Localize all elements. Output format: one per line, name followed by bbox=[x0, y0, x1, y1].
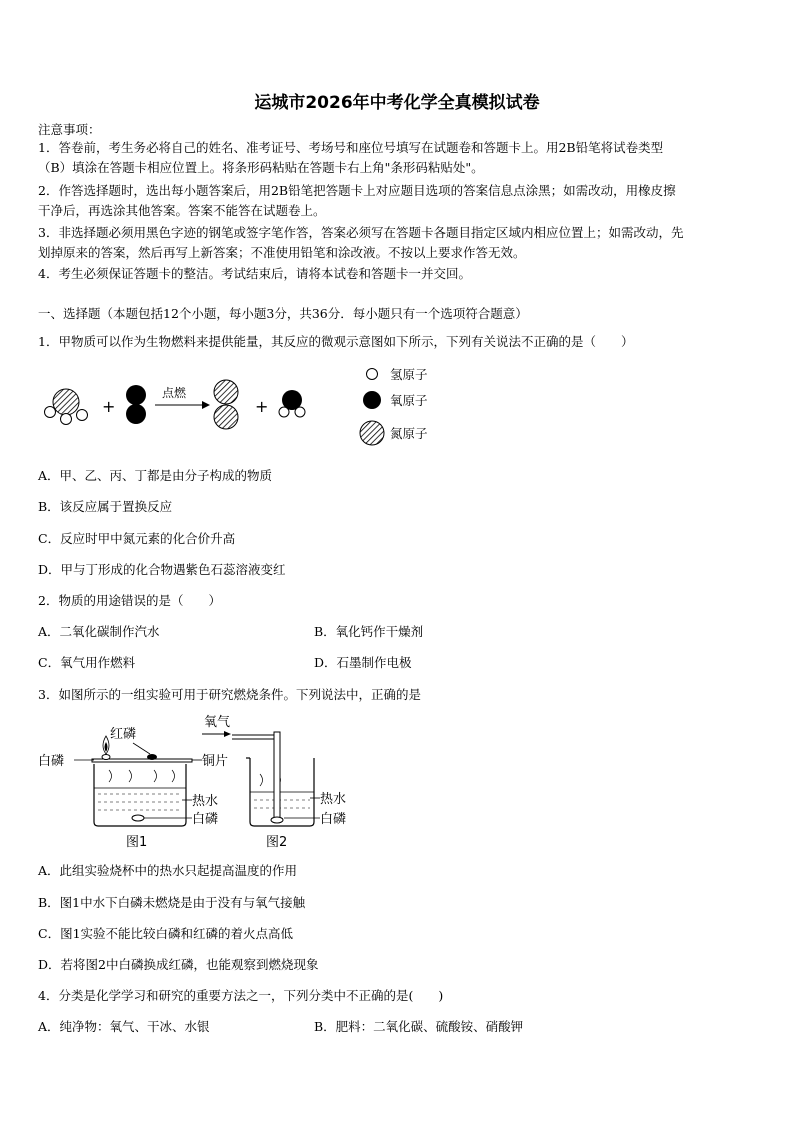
question-1-stem: 1．甲物质可以作为生物燃料来提供能量，其反应的微观示意图如下所示，下列有关说法不正确的是（ ） bbox=[38, 334, 634, 349]
figure-2-caption: 图2 bbox=[266, 835, 288, 850]
molecule-nitrogen-hydrogen bbox=[45, 389, 88, 425]
label-white-phosphorus-bottom: 白磷 bbox=[192, 812, 219, 827]
figure-1 bbox=[38, 726, 228, 850]
question-2-option-d: D．石墨制作电极 bbox=[314, 655, 412, 670]
question-1-option-b: B．该反应属于置换反应 bbox=[38, 499, 173, 514]
question-2-stem: 2．物质的用途错误的是（ ） bbox=[38, 593, 221, 608]
plus-sign: + bbox=[102, 397, 116, 416]
label-white-phosphorus-top: 白磷 bbox=[38, 754, 65, 769]
question-3-option-c: C．图1实验不能比较白磷和红磷的着火点高低 bbox=[38, 926, 294, 941]
label-hot-water: 热水 bbox=[320, 792, 347, 807]
reaction-arrow bbox=[155, 401, 210, 409]
label-oxygen: 氧气 bbox=[204, 715, 231, 730]
notice-line: 2．作答选择题时，选出每小题答案后，用2B铅笔把答题卡上对应题目选项的答案信息点涂黑；如需改动，用橡皮擦 bbox=[38, 183, 676, 198]
question-1-option-a: A．甲、乙、丙、丁都是由分子构成的物质 bbox=[38, 468, 273, 483]
molecule-water bbox=[279, 390, 305, 417]
figure-1-caption: 图1 bbox=[126, 835, 148, 850]
question-3-option-b: B．图1中水下白磷未燃烧是由于没有与氧气接触 bbox=[38, 895, 306, 910]
question-4-option-b: B．肥料：二氧化碳、硫酸铵、硝酸钾 bbox=[314, 1019, 524, 1034]
notice-line: （B）填涂在答题卡相应位置上。将条形码粘贴在答题卡右上角"条形码粘贴处"。 bbox=[38, 160, 484, 175]
notice-line: 4．考生必须保证答题卡的整洁。考试结束后，请将本试卷和答题卡一并交回。 bbox=[38, 266, 471, 281]
label-hot-water: 热水 bbox=[192, 794, 219, 809]
legend-hydrogen: 氢原子 bbox=[390, 367, 428, 382]
figure-2 bbox=[202, 715, 346, 850]
legend-oxygen: 氧原子 bbox=[390, 393, 428, 408]
question-3-option-a: A．此组实验烧杯中的热水只起提高温度的作用 bbox=[38, 863, 298, 878]
label-red-phosphorus: 红磷 bbox=[110, 727, 137, 742]
notice-line: 干净后，再选涂其他答案。答案不能答在试题卷上。 bbox=[38, 203, 326, 218]
question-4-option-a: A．纯净物：氧气、干冰、水银 bbox=[38, 1019, 210, 1034]
label-white-phosphorus: 白磷 bbox=[320, 812, 347, 827]
question-1-option-c: C．反应时甲中氮元素的化合价升高 bbox=[38, 531, 236, 546]
legend bbox=[360, 367, 428, 445]
question-2-option-b: B．氧化钙作干燥剂 bbox=[314, 624, 424, 639]
reaction-diagram bbox=[30, 360, 450, 460]
molecule-nitrogen bbox=[214, 380, 238, 429]
page-title: 运城市2026年中考化学全真模拟试卷 bbox=[254, 93, 540, 113]
notice-heading: 注意事项： bbox=[38, 122, 101, 137]
notice-line: 1．答卷前，考生务必将自己的姓名、准考证号、考场号和座位号填写在试题卷和答题卡上。用2B铅笔将试卷类型 bbox=[38, 140, 664, 155]
legend-nitrogen: 氮原子 bbox=[390, 426, 428, 441]
notice-line: 划掉原来的答案，然后再写上新答案；不准使用铅笔和涂改液。不按以上要求作答无效。 bbox=[38, 245, 526, 260]
question-4-stem: 4．分类是化学学习和研究的重要方法之一，下列分类中不正确的是( ) bbox=[38, 988, 444, 1003]
combustion-experiment-figures bbox=[34, 712, 374, 852]
label-copper-plate: 铜片 bbox=[202, 754, 229, 769]
question-3-stem: 3．如图所示的一组实验可用于研究燃烧条件。下列说法中，正确的是 bbox=[38, 687, 421, 702]
question-2-option-c: C．氧气用作燃料 bbox=[38, 655, 136, 670]
section-heading: 一、选择题（本题包括12个小题，每小题3分，共36分．每小题只有一个选项符合题意） bbox=[38, 306, 528, 321]
question-2-option-a: A．二氧化碳制作汽水 bbox=[38, 624, 160, 639]
question-1-option-d: D．甲与丁形成的化合物遇紫色石蕊溶液变红 bbox=[38, 562, 286, 577]
notice-line: 3．非选择题必须用黑色字迹的钢笔或签字笔作答，答案必须写在答题卡各题目指定区域内相应位置上；如需改动，先 bbox=[38, 225, 684, 240]
plus-sign: + bbox=[255, 397, 269, 416]
question-3-option-d: D．若将图2中白磷换成红磷，也能观察到燃烧现象 bbox=[38, 957, 319, 972]
arrow-label: 点燃 bbox=[162, 386, 187, 400]
molecule-oxygen bbox=[126, 385, 146, 424]
